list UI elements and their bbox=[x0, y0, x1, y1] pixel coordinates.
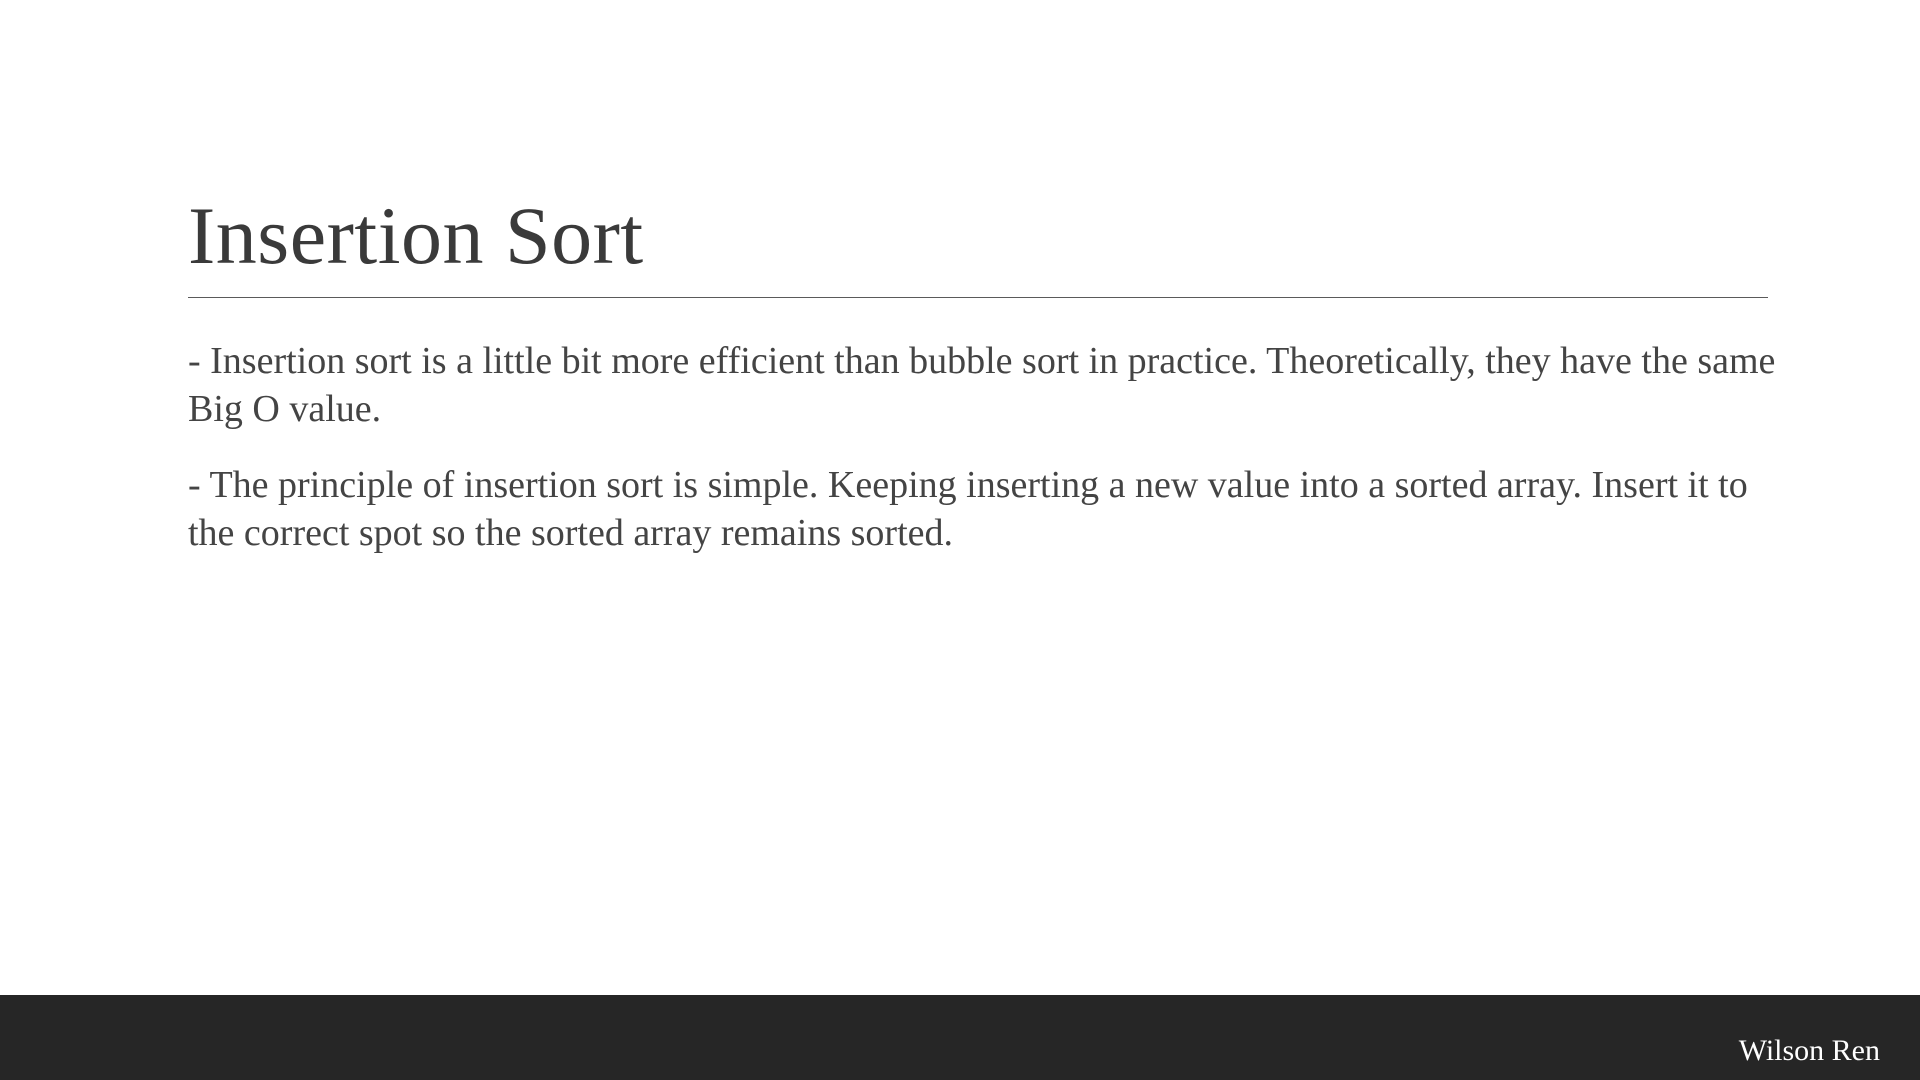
footer-bar bbox=[0, 995, 1920, 1080]
footer-author: Wilson Ren bbox=[1738, 1034, 1880, 1067]
title-divider bbox=[188, 297, 1768, 298]
body-paragraph-2: - The principle of insertion sort is simple. Keeping inserting a new value into a sorted array. Insert it to the correct spot so the sorted array remains sorted. bbox=[188, 463, 1748, 554]
page-title: Insertion Sort bbox=[188, 189, 644, 281]
body-paragraph-1: - Insertion sort is a little bit more efficient than bubble sort in practice. Theoretically, they have the same Big O value. bbox=[188, 340, 1776, 430]
slide-body bbox=[188, 338, 1778, 586]
